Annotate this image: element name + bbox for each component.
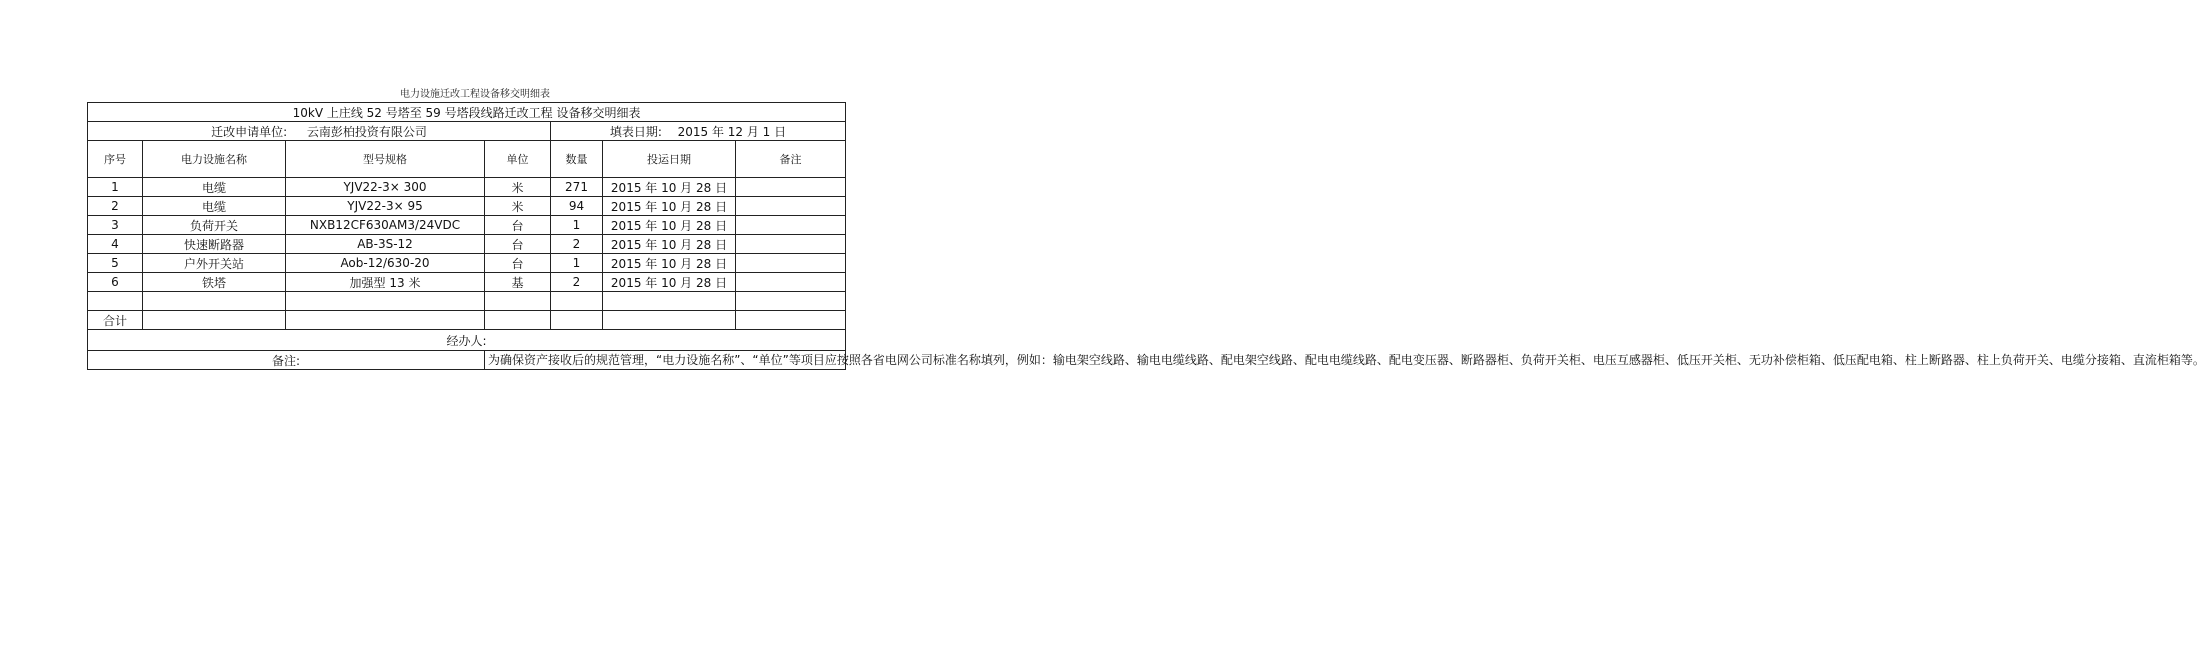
cell-name: 户外开关站	[143, 254, 286, 273]
total-label: 合计	[88, 311, 143, 330]
cell-date: 2015 年 10 月 28 日	[603, 178, 736, 197]
notes-row	[88, 351, 846, 370]
cell-name: 快速断路器	[143, 235, 286, 254]
date-label: 填表日期:	[609, 124, 662, 139]
cell-qty: 2	[551, 273, 603, 292]
table-row	[88, 216, 846, 235]
cell-name: 负荷开关	[143, 216, 286, 235]
notes-label: 备注:	[88, 351, 485, 370]
cell-qty: 271	[551, 178, 603, 197]
equipment-transfer-table	[87, 102, 2205, 370]
applicant-cell	[88, 122, 551, 141]
applicant-label: 迁改申请单位:	[211, 124, 288, 139]
cell-unit	[485, 292, 551, 311]
cell-date: 2015 年 10 月 28 日	[603, 235, 736, 254]
cell-index: 3	[88, 216, 143, 235]
cell-unit: 米	[485, 178, 551, 197]
cell-index: 6	[88, 273, 143, 292]
date-value: 2015 年 12 月 1 日	[677, 124, 787, 139]
cell-model: YJV22-3× 300	[286, 178, 485, 197]
notes-text: 为确保资产接收后的规范管理，“电力设施名称”、“单位”等项目应按照各省电网公司标准名称填列，例如：输电架空线路、输电电缆线路、配电架空线路、配电电缆线路、配电变压器、断路器柜、负荷开关柜、电压互感器柜、低压开关柜、无功补偿柜箱、低压配电箱、柱上断路器、柱上负荷开关、电缆分接箱、直流柜箱等。	[485, 351, 846, 370]
cell-date: 2015 年 10 月 28 日	[603, 216, 736, 235]
handler-row	[88, 330, 846, 351]
header-remark: 备注	[736, 141, 846, 178]
cell-model: YJV22-3× 95	[286, 197, 485, 216]
header-unit: 单位	[485, 141, 551, 178]
cell-qty	[551, 292, 603, 311]
cell-model: 加强型 13 米	[286, 273, 485, 292]
cell-date: 2015 年 10 月 28 日	[603, 254, 736, 273]
page-header: 电力设施迁改工程设备移交明细表	[400, 89, 550, 100]
cell-remark	[736, 254, 846, 273]
header-model: 型号规格	[286, 141, 485, 178]
table-row	[88, 197, 846, 216]
cell-index: 5	[88, 254, 143, 273]
handler-label: 经办人:	[88, 330, 846, 351]
cell-index: 4	[88, 235, 143, 254]
cell-index	[88, 292, 143, 311]
table-title: 10kV 上庄线 52 号塔至 59 号塔段线路迁改工程 设备移交明细表	[88, 103, 846, 122]
table-row	[88, 178, 846, 197]
cell-remark	[736, 216, 846, 235]
cell-qty: 1	[551, 254, 603, 273]
cell-name: 电缆	[143, 197, 286, 216]
cell-date: 2015 年 10 月 28 日	[603, 273, 736, 292]
header-qty: 数量	[551, 141, 603, 178]
table-row	[88, 273, 846, 292]
cell-unit: 基	[485, 273, 551, 292]
applicant-value: 云南彭柏投资有限公司	[306, 124, 427, 139]
cell-unit: 台	[485, 254, 551, 273]
cell-name	[143, 292, 286, 311]
cell-unit: 米	[485, 197, 551, 216]
table-row	[88, 254, 846, 273]
cell-unit: 台	[485, 216, 551, 235]
cell-name: 铁塔	[143, 273, 286, 292]
cell-index: 1	[88, 178, 143, 197]
header-date: 投运日期	[603, 141, 736, 178]
cell-name: 电缆	[143, 178, 286, 197]
cell-remark	[736, 273, 846, 292]
cell-model: Aob-12/630-20	[286, 254, 485, 273]
cell-qty: 1	[551, 216, 603, 235]
cell-model	[286, 292, 485, 311]
table-header-row	[88, 141, 846, 178]
cell-model: AB-3S-12	[286, 235, 485, 254]
cell-date	[603, 292, 736, 311]
table-row	[88, 292, 846, 311]
cell-index: 2	[88, 197, 143, 216]
cell-remark	[736, 197, 846, 216]
cell-qty: 94	[551, 197, 603, 216]
cell-remark	[736, 292, 846, 311]
cell-qty: 2	[551, 235, 603, 254]
total-row	[88, 311, 846, 330]
date-cell	[551, 122, 846, 141]
cell-date: 2015 年 10 月 28 日	[603, 197, 736, 216]
header-index: 序号	[88, 141, 143, 178]
cell-unit: 台	[485, 235, 551, 254]
cell-remark	[736, 235, 846, 254]
cell-model: NXB12CF630AM3/24VDC	[286, 216, 485, 235]
cell-remark	[736, 178, 846, 197]
header-name: 电力设施名称	[143, 141, 286, 178]
table-row	[88, 235, 846, 254]
